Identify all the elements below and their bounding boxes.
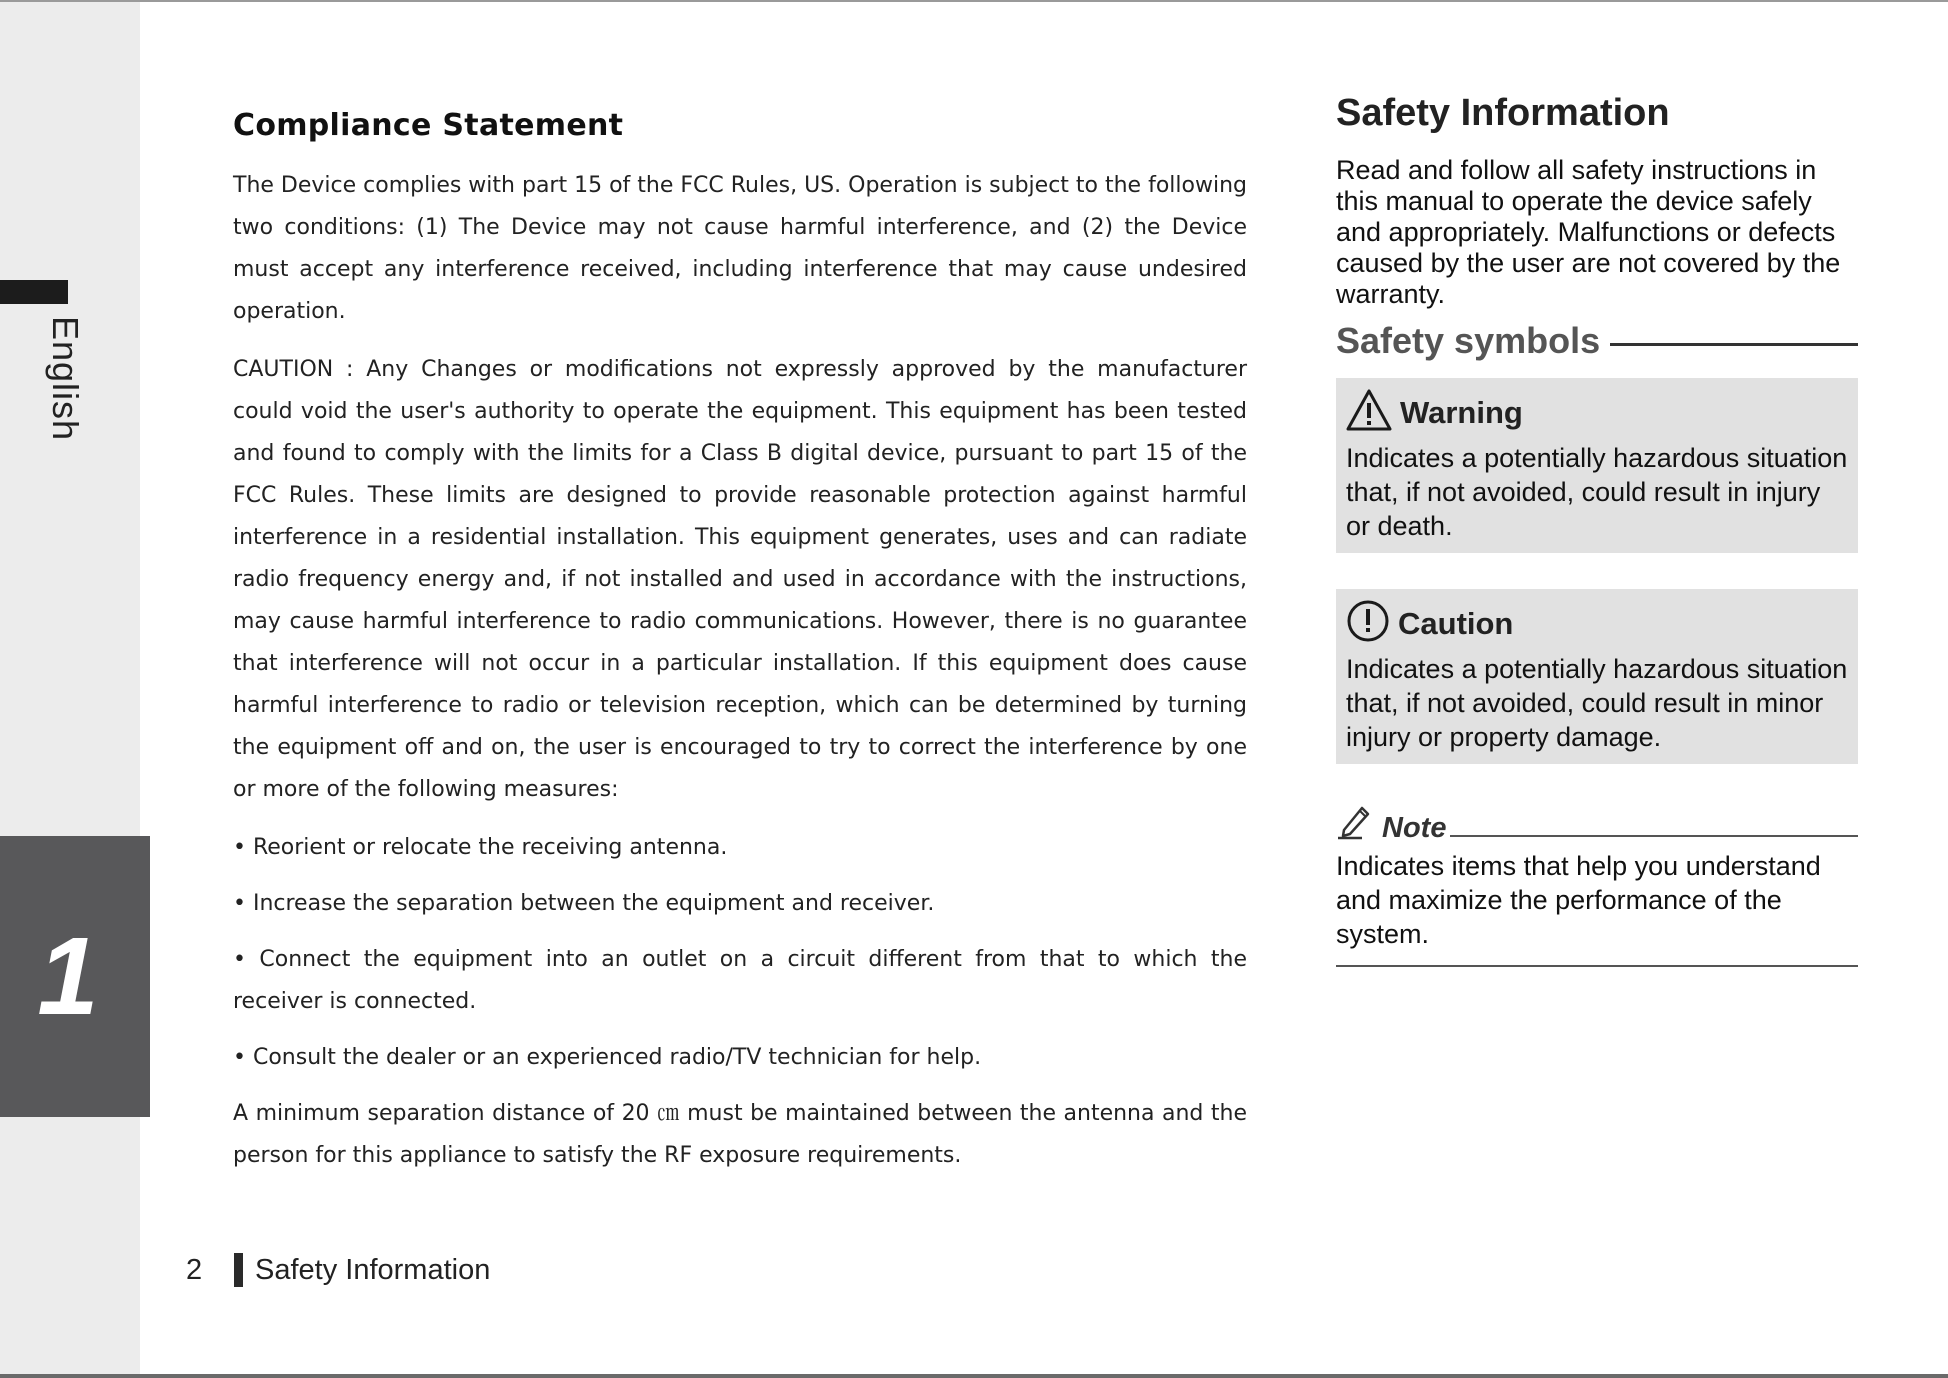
exclamation-circle-icon [1346,599,1390,648]
footer-bar [234,1253,243,1287]
caution-label: Caution [1398,605,1514,641]
note-text: Indicates items that help you understand and maximize the performance of the system. [1336,849,1858,967]
heading-rule [1610,343,1858,346]
compliance-section [233,108,1247,1193]
safety-title: Safety Information [1336,92,1670,134]
chapter-number: 1 [37,915,99,1038]
measure-bullet-4: • Consult the dealer or an experienced radio/TV technician for help. [233,1045,982,1070]
warning-triangle-icon [1346,388,1392,437]
note-heading [1336,800,1858,845]
measure-bullet-3: • Connect the equipment into an outlet on a circuit different from that to which the receiver is connected. [233,947,1247,1014]
pencil-icon [1336,800,1376,845]
bottom-rule [0,1374,1948,1378]
page-footer [186,1250,490,1290]
page-number: 2 [186,1253,203,1286]
warning-label: Warning [1400,394,1523,430]
compliance-paragraph-1: The Device complies with part 15 of the FCC Rules, US. Operation is subject to the following two conditions: (1) The Device may not cause harmful interference, and (2) the Device must accept any interference received, including interference that may cause undesired operation. [233,173,1247,324]
safety-symbols-title: Safety symbols [1336,320,1601,361]
measure-bullet-1: • Reorient or relocate the receiving antenna. [233,835,728,860]
compliance-paragraph-2: CAUTION : Any Changes or modifications not expressly approved by the manufacturer could void the user's authority to operate the equipment. This equipment has been tested and found to comply with the limits for a Class B digital device, pursuant to part 15 of the FCC Rules. These limits are designed to provide reasonable protection against harmful interference in a residential installation. This equipment generates, uses and can radiate radio frequency energy and, if not installed and used in accordance with the instructions, may cause harmful interference to radio communications. However, there is no guarantee that interference will not occur in a particular installation. If this equipment does cause harmful interference to radio or television reception, which can be determined by turning the equipment off and on, the user is encouraged to try to correct the interference by one or more of the following measures: [233,357,1247,802]
side-tab-strip [0,2,140,1374]
compliance-title: Compliance Statement [233,108,624,143]
footer-section-title: Safety Information [255,1253,491,1286]
rf-exposure-statement: A minimum separation distance of 20 ㎝ must be maintained between the antenna and the person for this appliance to satisfy the RF exposure requirements. [233,1101,1247,1168]
caution-box [1336,589,1858,764]
note-rule [1450,835,1858,837]
top-rule [0,0,1948,2]
safety-symbols-heading [1336,320,1858,362]
warning-box [1336,378,1858,553]
measure-bullet-2: • Increase the separation between the equipment and receiver. [233,891,935,916]
language-marker [0,280,68,304]
safety-section [1336,92,1858,967]
safety-intro: Read and follow all safety instructions in this manual to operate the device safely and appropriately. Malfunctions or defects caused by the user are not covered by the warranty. [1336,155,1841,309]
caution-text: Indicates a potentially hazardous situation that, if not avoided, could result in minor injury or property damage. [1346,654,1848,752]
language-tab-label: English [45,316,86,442]
note-label: Note [1382,812,1447,844]
chapter-tab [0,836,150,1117]
warning-text: Indicates a potentially hazardous situation that, if not avoided, could result in injury or death. [1346,443,1848,541]
